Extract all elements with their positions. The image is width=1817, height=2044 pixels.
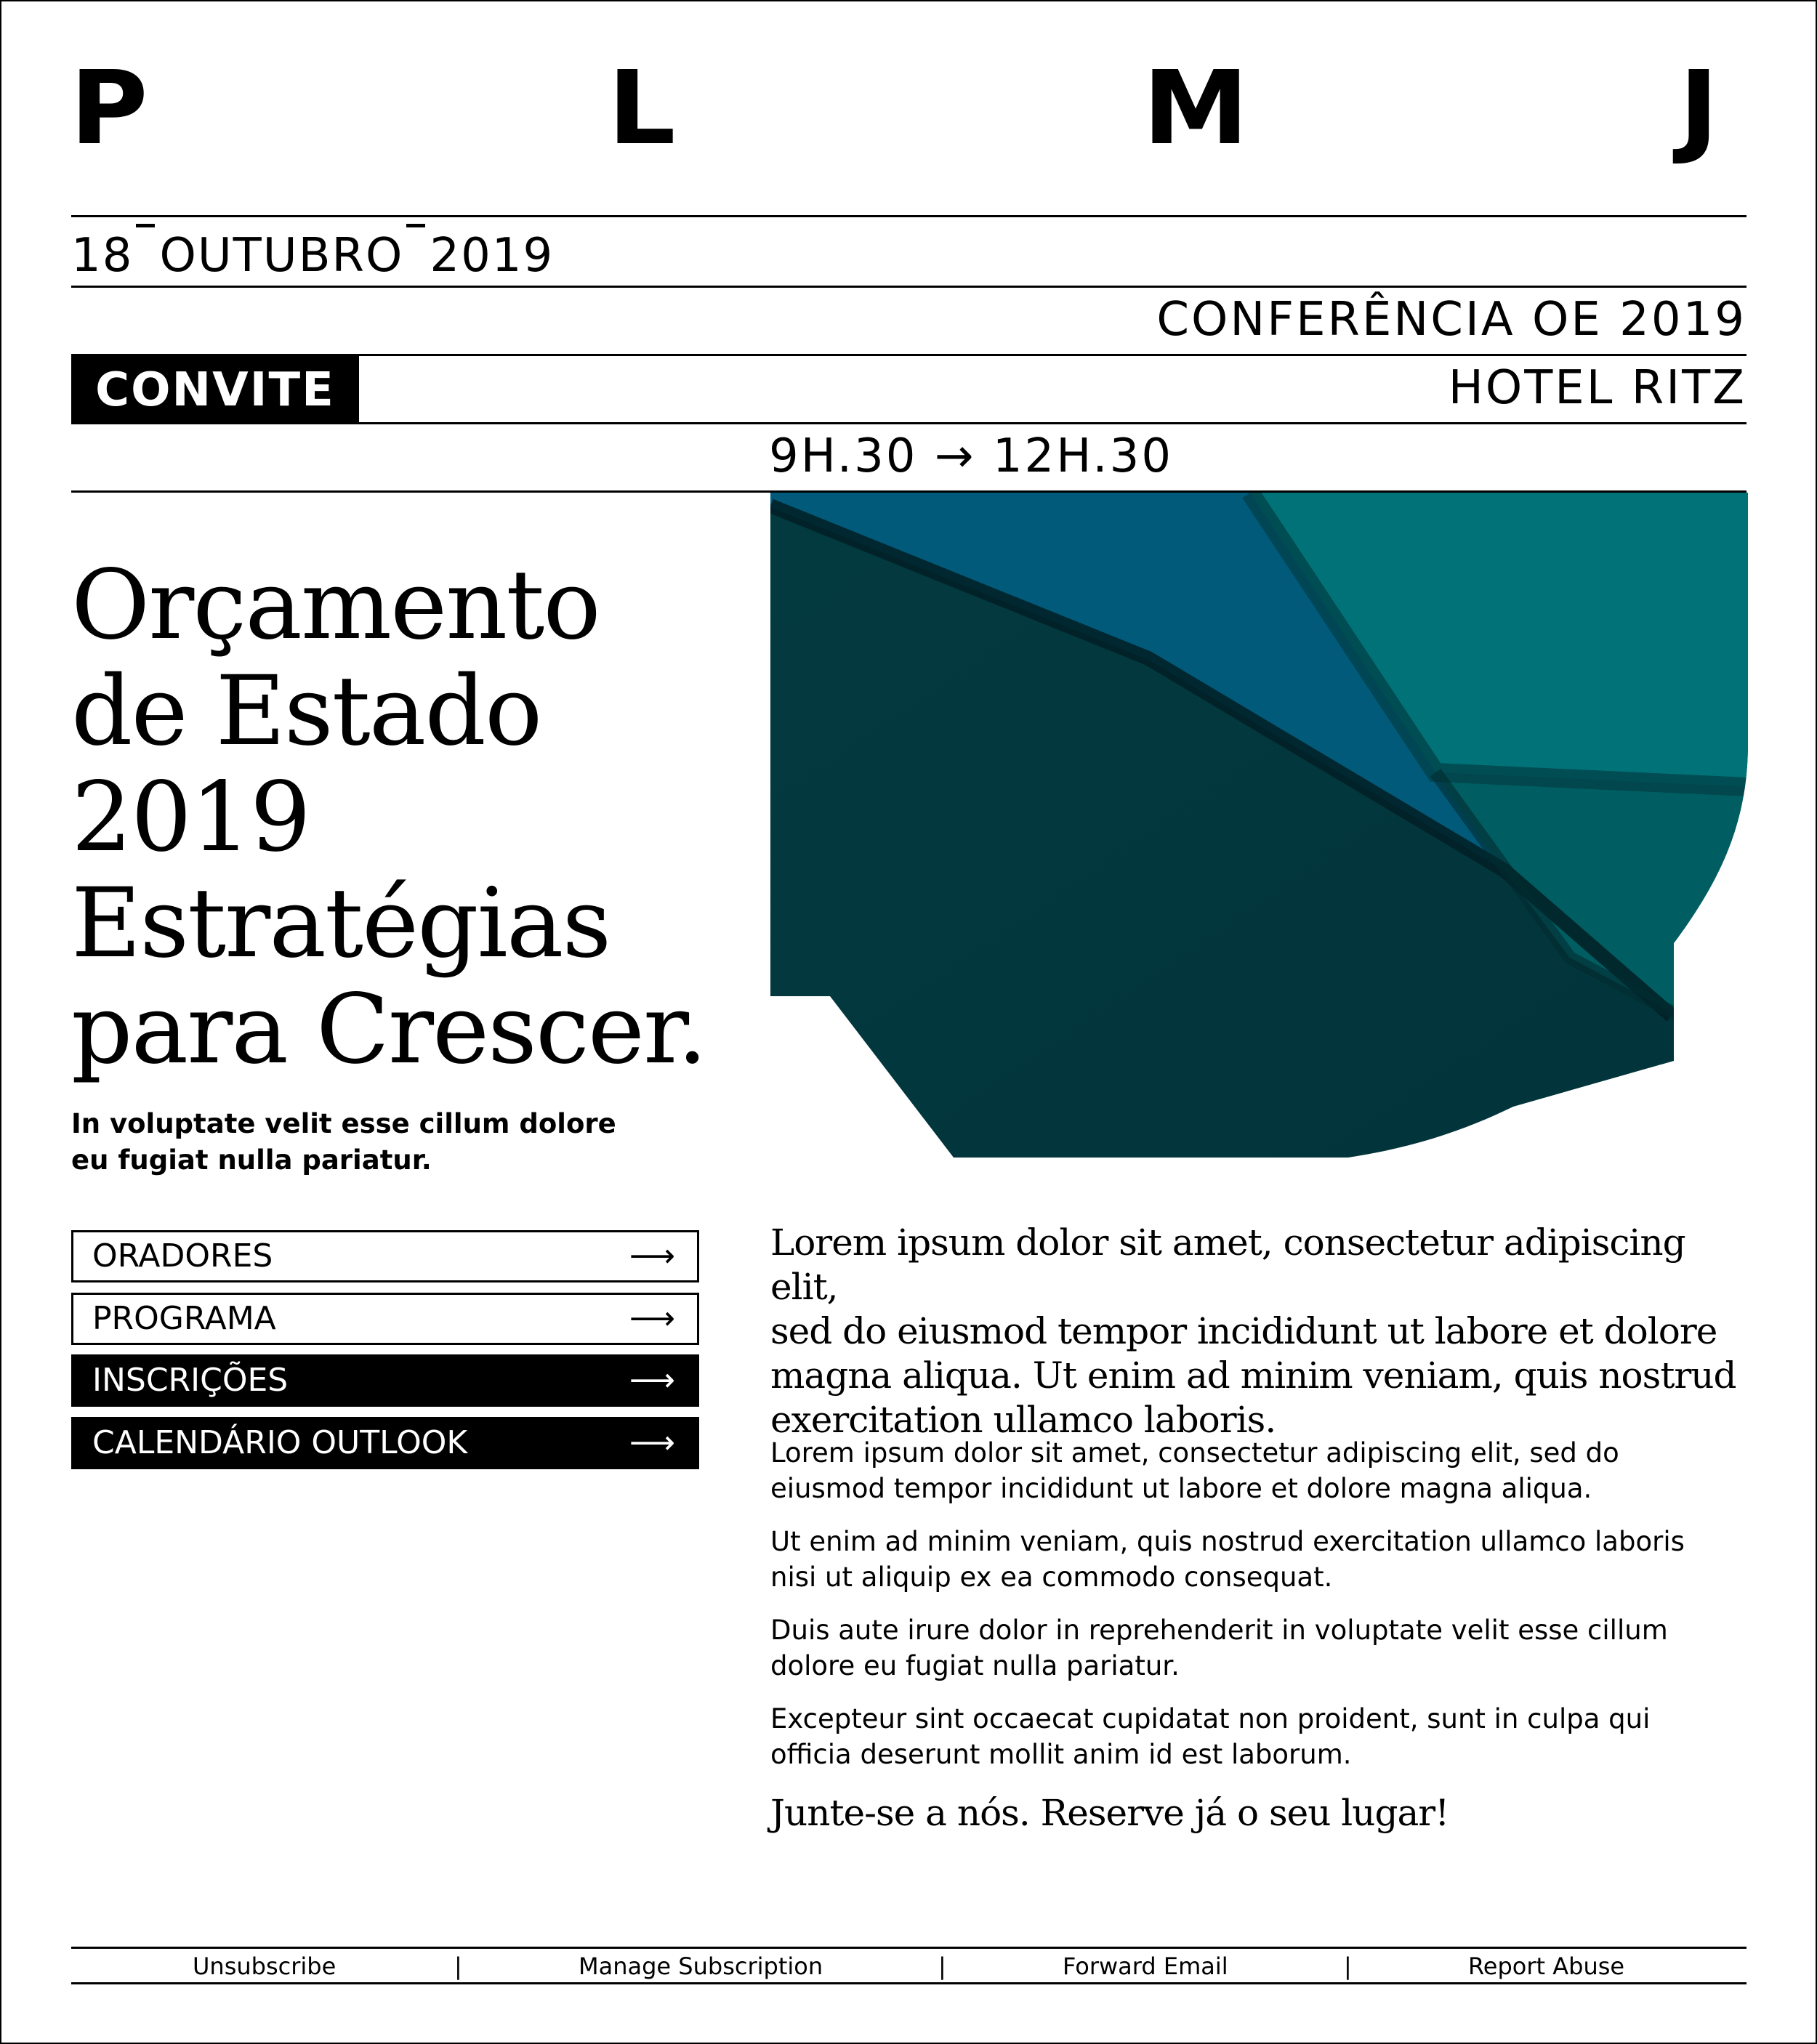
manage-subscription-link[interactable]: Manage Subscription <box>579 1952 823 1980</box>
lead-paragraph <box>770 1221 1748 1442</box>
button-label: INSCRIÇÕES <box>92 1362 289 1399</box>
date-month: OUTUBRO <box>159 229 404 283</box>
event-time: 9H.30 → 12H.30 <box>769 429 1174 483</box>
paragraph-line: eiusmod tempor incididunt ut labore et dolore magna aliqua. <box>770 1473 1592 1504</box>
title-line: 2019 <box>71 762 310 873</box>
button-label: ORADORES <box>92 1237 273 1275</box>
divider <box>71 215 1747 217</box>
oradores-button[interactable] <box>71 1230 699 1282</box>
footer-separator: | <box>938 1952 946 1980</box>
footer-divider <box>71 1982 1747 1984</box>
divider <box>71 286 1747 288</box>
calendario-outlook-button[interactable] <box>71 1417 699 1469</box>
cta-text: Junte-se a nós. Reserve já o seu lugar! <box>770 1792 1449 1834</box>
title-line: Estratégias <box>71 868 611 979</box>
body-paragraph <box>770 1612 1748 1684</box>
paragraph-line: Ut enim ad minim veniam, quis nostrud exercitation ullamco laboris <box>770 1526 1685 1557</box>
programa-button[interactable] <box>71 1293 699 1345</box>
arrow-right-icon: ⟶ <box>629 1424 675 1461</box>
arrow-right-icon: ⟶ <box>629 1362 675 1399</box>
inscricoes-button[interactable] <box>71 1354 699 1407</box>
logo-letter-p: P <box>70 49 148 168</box>
logo-letter-j: J <box>1679 49 1719 168</box>
lead-line: sed do eiusmod tempor incididunt ut labore et dolore <box>770 1310 1717 1352</box>
event-date <box>71 224 554 285</box>
subtitle-line: eu fugiat nulla pariatur. <box>71 1144 432 1176</box>
report-abuse-link[interactable]: Report Abuse <box>1468 1952 1625 1980</box>
title-line: de Estado <box>71 655 541 767</box>
button-label: PROGRAMA <box>92 1300 276 1337</box>
paragraph-line: nisi ut aliquip ex ea commodo consequat. <box>770 1562 1333 1593</box>
body-paragraph <box>770 1701 1748 1772</box>
date-day: 18 <box>71 229 134 283</box>
arrow-right-icon: ⟶ <box>629 1300 675 1337</box>
venue: HOTEL RITZ <box>1448 361 1747 415</box>
date-year: 2019 <box>430 229 555 283</box>
paragraph-line: Excepteur sint occaecat cupidatat non proident, sunt in culpa qui <box>770 1703 1651 1734</box>
paragraph-line: Lorem ipsum dolor sit amet, consectetur adipiscing elit, sed do <box>770 1437 1619 1469</box>
title-line: Orçamento <box>71 549 600 661</box>
date-dash <box>406 224 425 227</box>
paragraph-line: dolore eu fugiat nulla pariatur. <box>770 1650 1180 1681</box>
invite-badge: CONVITE <box>71 356 359 424</box>
hero-subtitle <box>71 1106 624 1179</box>
paragraph-line: officia deserunt mollit anim id est laborum. <box>770 1739 1352 1770</box>
lead-line: exercitation ullamco laboris. <box>770 1399 1276 1441</box>
lead-line: magna aliqua. Ut enim ad minim veniam, quis nostrud <box>770 1354 1736 1397</box>
body-paragraph <box>770 1435 1748 1506</box>
forward-email-link[interactable]: Forward Email <box>1063 1952 1228 1980</box>
footer-separator: | <box>454 1952 462 1980</box>
paragraph-line: Duis aute irure dolor in reprehenderit in voluptate velit esse cillum <box>770 1615 1668 1646</box>
subtitle-line: In voluptate velit esse cillum dolore <box>71 1108 616 1139</box>
unsubscribe-link[interactable]: Unsubscribe <box>193 1952 337 1980</box>
divider <box>71 422 1747 424</box>
button-label: CALENDÁRIO OUTLOOK <box>92 1424 468 1461</box>
date-dash <box>136 224 155 227</box>
logo-letter-m: M <box>1143 49 1249 168</box>
title-line: para Crescer. <box>71 974 706 1086</box>
hero-image <box>770 493 1748 1158</box>
body-paragraph <box>770 1524 1748 1595</box>
arrow-right-icon: ⟶ <box>629 1237 675 1275</box>
footer-divider <box>71 1947 1747 1949</box>
logo-letter-l: L <box>608 49 676 168</box>
conference-name: CONFERÊNCIA OE 2019 <box>1156 293 1747 347</box>
hero-title <box>71 549 754 1086</box>
footer-separator: | <box>1344 1952 1352 1980</box>
lead-line: Lorem ipsum dolor sit amet, consectetur adipiscing elit, <box>770 1221 1685 1308</box>
